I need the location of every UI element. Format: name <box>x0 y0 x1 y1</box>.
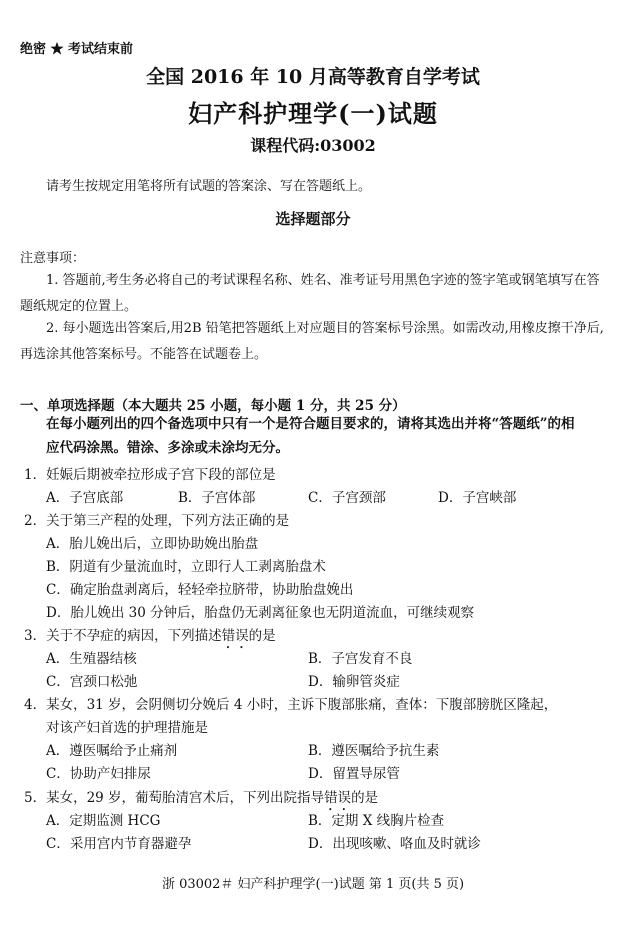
question-3-stem-pre: 3．关于不孕症的病因，下列描述 <box>24 628 222 644</box>
question-2-option-a: A．胎儿娩出后，立即协助娩出胎盘 <box>46 536 259 552</box>
attention-heading: 注意事项： <box>20 251 86 266</box>
question-4-option-b: B．遵医嘱给予抗生素 <box>308 743 440 759</box>
question-1-option-c: C．子宫颈部 <box>308 490 386 506</box>
confidential-label: 绝密 ★ 考试结束前 <box>20 42 134 57</box>
question-5-option-b: B．定期 X 线胸片检查 <box>308 813 445 829</box>
question-3-option-d: D．输卵管炎症 <box>308 674 400 690</box>
question-5-stem-emphasis: 错误 <box>324 790 352 806</box>
question-2-option-c: C．确定胎盘剥离后，轻轻牵拉脐带，协助胎盘娩出 <box>46 582 354 598</box>
question-4-option-c: C．协助产妇排尿 <box>46 766 151 782</box>
question-1-option-b: B．子宫体部 <box>178 490 256 506</box>
question-5-stem-pre: 5．某女，29 岁，葡萄胎清宫术后，下列出院指导 <box>24 790 325 806</box>
question-4-option-a: A．遵医嘱给予止痛剂 <box>46 743 178 759</box>
section-note: 在每小题列出的四个备选项中只有一个是符合题目要求的，请将其选出并将“答题纸”的相应代码涂黑。错涂、多涂或未涂均无分。 <box>46 416 575 456</box>
question-3-option-c: C．宫颈口松弛 <box>46 674 138 690</box>
question-2-stem: 2．关于第三产程的处理，下列方法正确的是 <box>24 513 290 529</box>
question-3-stem-emphasis: 错误 <box>221 628 249 644</box>
question-5-option-d: D．出现咳嗽、咯血及时就诊 <box>308 836 481 852</box>
question-1-option-a: A．子宫底部 <box>46 490 124 506</box>
question-3-option-b: B．子宫发育不良 <box>308 651 413 667</box>
question-4-option-d: D．留置导尿管 <box>308 766 400 782</box>
part-title: 选择题部分 <box>275 210 351 228</box>
question-3-option-a: A．生殖器结核 <box>46 651 137 667</box>
section-title: 一、单项选择题（本大题共 25 小题，每小题 1 分，共 25 分） <box>20 398 406 414</box>
question-3-stem-post: 的是 <box>248 628 276 644</box>
question-4-stem: 4．某女，31 岁，会阴侧切分娩后 4 小时，主诉下腹部胀痛，查体：下腹部膀胱区隆起， <box>24 697 558 713</box>
question-5-option-c: C．采用宫内节育器避孕 <box>46 836 192 852</box>
question-4-stem-cont: 对该产妇首选的护理措施是 <box>46 720 208 736</box>
question-5-stem-post: 的是 <box>351 790 379 806</box>
course-code: 课程代码:03002 <box>250 136 376 155</box>
page-footer: 浙 03002＃ 妇产科护理学(一)试题 第 1 页(共 5 页) <box>161 877 465 892</box>
attention-item-1: 1. 答题前,考生务必将自己的考试课程名称、姓名、准考证号用黑色字迹的签字笔或钢笔填写在答题纸规定的位置上。 <box>20 273 600 314</box>
paper-title: 妇产科护理学(一)试题 <box>188 99 438 128</box>
question-1-option-d: D．子宫峡部 <box>438 490 517 506</box>
exam-title: 全国 2016 年 10 月高等教育自学考试 <box>146 66 480 88</box>
question-5-option-a: A．定期监测 HCG <box>46 813 161 829</box>
question-2-option-b: B．阴道有少量流血时，立即行人工剥离胎盘术 <box>46 559 326 575</box>
question-2-option-d: D．胎儿娩出 30 分钟后，胎盘仍无剥离征象也无阴道流血，可继续观察 <box>46 605 475 621</box>
question-1-stem: 1．妊娠后期被牵拉形成子宫下段的部位是 <box>24 467 276 483</box>
answer-instruction: 请考生按规定用笔将所有试题的答案涂、写在答题纸上。 <box>46 179 372 194</box>
attention-item-2: 2. 每小题选出答案后,用2B 铅笔把答题纸上对应题目的答案标号涂黑。如需改动,用橡皮擦干净后,再选涂其他答案标号。不能答在试题卷上。 <box>20 321 604 362</box>
